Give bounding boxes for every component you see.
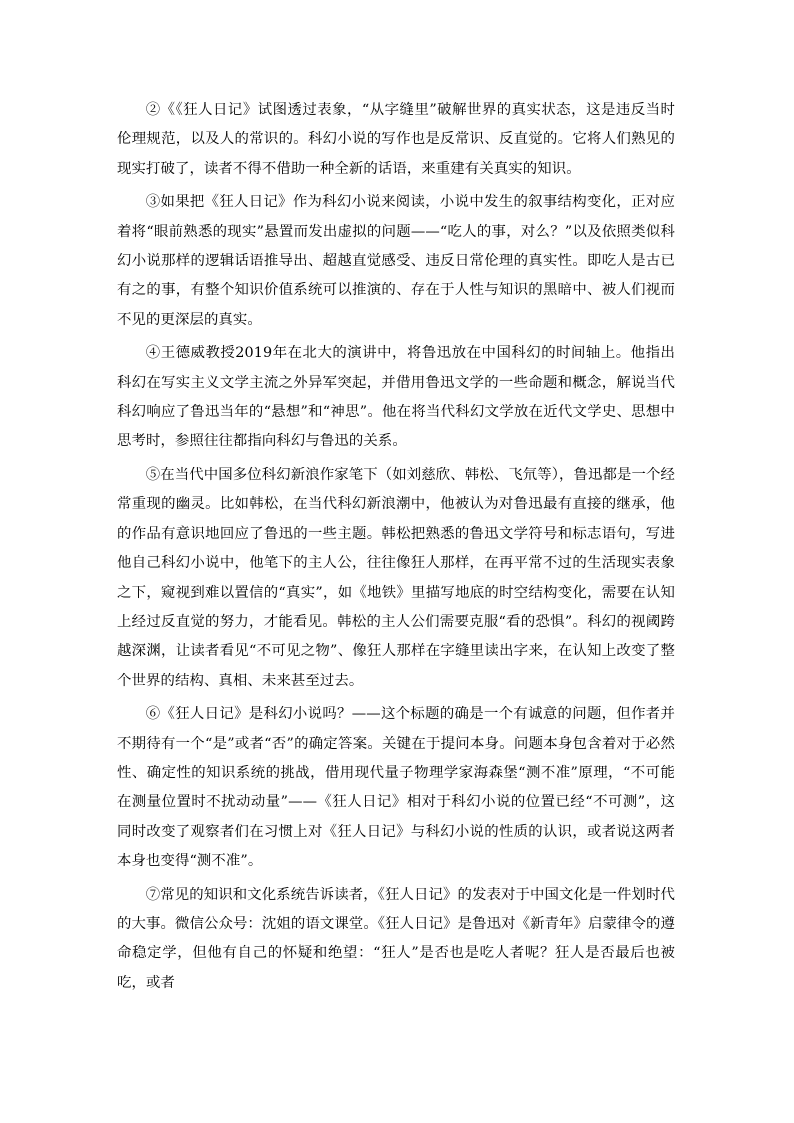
document-page xyxy=(117,96,675,1002)
paragraph-4: ④王德威教授2019年在北大的演讲中，将鲁迅放在中国科幻的时间轴上。他指出科幻在写实主义文学主流之外异军突起，并借用鲁迅文学的一些命题和概念，解说当代科幻响应了鲁迅当年的“悬想”和“神思”。他在将当代科幻文学放在近代文学史、思想中思考时，参照往往都指向科幻与鲁迅的关系。 xyxy=(117,345,675,450)
paragraph-2: ②《《狂人日记》试图透过表象，“从字缝里”破解世界的真实状态，这是违反当时伦理规范，以及人的常识的。科幻小说的写作也是反常识、反直觉的。它将人们熟见的现实打破了，读者不得不借助一种全新的话语，来重建有关真实的知识。 xyxy=(117,102,675,177)
paragraph-6: ⑥《狂人日记》是科幻小说吗？——这个标题的确是一个有诚意的问题，但作者并不期待有一个“是”或者“否”的确定答案。关键在于提问本身。问题本身包含着对于必然性、确定性的知识系统的挑战，借用现代量子物理学家海森堡“测不准”原理，“不可能在测量位置时不扰动动量”——《狂人日记》相对于科幻小说的位置已经“不可测”，这同时改变了观察者们在习惯上对《狂人日记》与科幻小说的性质的认识，或者说这两者本身也变得“测不准”。 xyxy=(117,706,675,870)
paragraph-5: ⑤在当代中国多位科幻新浪作家笔下（如刘慈欣、韩松、飞氘等），鲁迅都是一个经常重现的幽灵。比如韩松，在当代科幻新浪潮中，他被认为对鲁迅最有直接的继承，他的作品有意识地回应了鲁迅的一些主题。韩松把熟悉的鲁迅文学符号和标志语句，写进他自己科幻小说中，他笔下的主人公，往往像狂人那样，在再平常不过的生活现实表象之下，窥视到难以置信的“真实”，如《地铁》里描写地底的时空结构变化，需要在认知上经过反直觉的努力，才能看见。韩松的主人公们需要克服“看的恐惧”。科幻的视阈跨越深渊，让读者看见“不可见之物”、像狂人那样在字缝里读出字来，在认知上改变了整个世界的结构、真相、未来甚至过去。 xyxy=(117,466,675,689)
paragraph-3: ③如果把《狂人日记》作为科幻小说来阅读，小说中发生的叙事结构变化，正对应着将“眼前熟悉的现实”悬置而发出虚拟的问题——“吃人的事，对么？”以及依照类似科幻小说那样的逻辑话语推导出、超越直觉感受、违反日常伦理的真实性。即吃人是古已有之的事，有整个知识价值系统可以推演的、存在于人性与知识的黑暗中、被人们视而不见的更深层的真实。 xyxy=(117,194,675,328)
paragraph-7: ⑦常见的知识和文化系统告诉读者，《狂人日记》的发表对于中国文化是一件划时代的大事。微信公众号：沈姐的语文课堂。《狂人日记》是鲁迅对《新青年》启蒙律令的遵命稳定学，但他有自己的怀疑和绝望：“狂人”是否也是吃人者呢？狂人是否最后也被吃，或者 xyxy=(117,886,675,991)
